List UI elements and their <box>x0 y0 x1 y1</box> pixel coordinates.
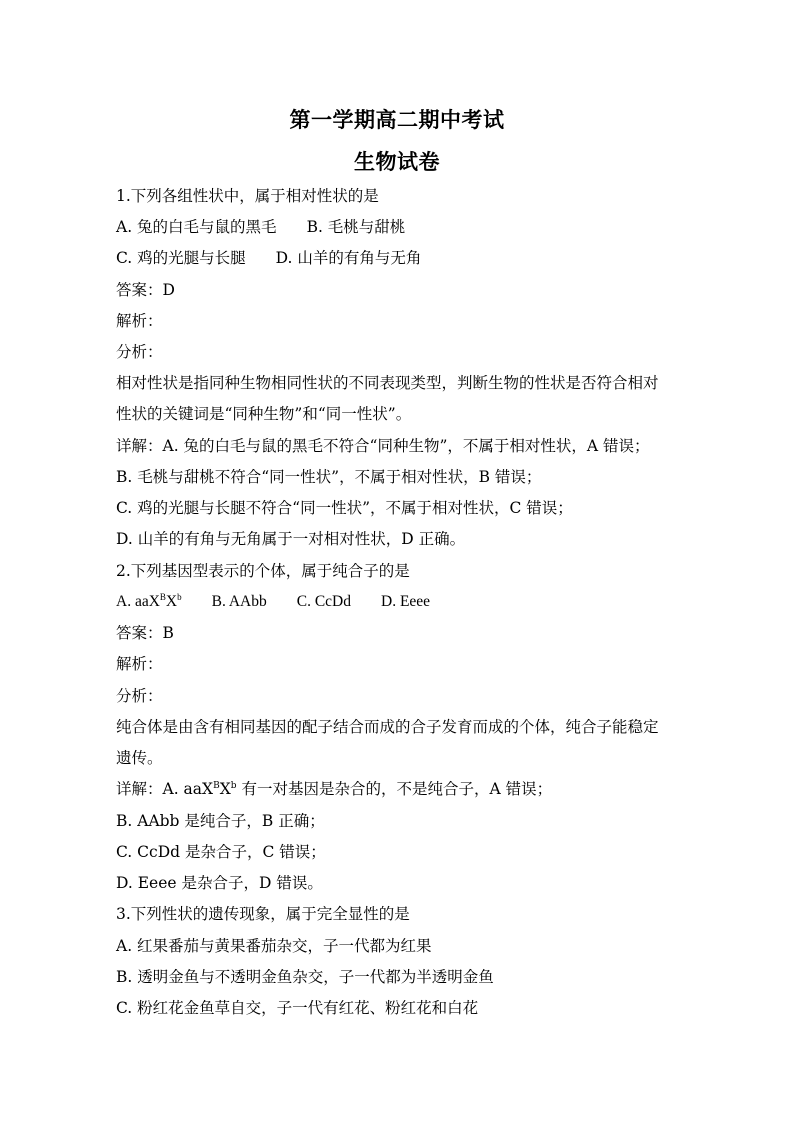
q1-detail-line4: D. 山羊的有角与无角属于一对相对性状，D 正确。 <box>116 530 466 548</box>
q1-jiexi-label: 解析： <box>116 312 163 330</box>
q1-option-c: C. 鸡的光腿与长腿 <box>116 249 246 267</box>
q2-option-c: C. CcDd <box>296 593 351 610</box>
q3-question: 3.下列性状的遗传现象，属于完全显性的是 <box>116 905 410 923</box>
q1-detail-line2: B. 毛桃与甜桃不符合“同一性状”，不属于相对性状，B 错误； <box>116 468 542 486</box>
q3-option-a: A. 红果番茄与黄果番茄杂交，子一代都为红果 <box>116 937 432 955</box>
q2-fenxi-label: 分析： <box>116 687 163 705</box>
q2-option-d: D. Eeee <box>381 593 431 610</box>
q2-answer: 答案：B <box>116 624 174 642</box>
q2-option-a <box>116 592 182 612</box>
q1-answer: 答案：D <box>116 281 175 299</box>
q1-option-a: A. 兔的白毛与鼠的黑毛 <box>116 218 277 236</box>
q2-option-a-mid: X <box>165 593 178 610</box>
exam-title: 第一学期高二期中考试 <box>289 107 505 132</box>
q2-detail1-sup1: B <box>213 781 220 791</box>
q1-option-b: B. 毛桃与甜桃 <box>306 218 406 236</box>
q2-jiexi-label: 解析： <box>116 655 163 673</box>
q1-analysis-line2: 性状的关键词是“同种生物”和“同一性状”。 <box>116 405 412 423</box>
q2-detail1-suffix: 有一对基因是杂合的，不是纯合子，A 错误； <box>236 780 553 798</box>
q2-options-row <box>116 592 696 612</box>
q2-detail-line3: C. CcDd 是杂合子，C 错误； <box>116 843 326 861</box>
q1-options-row2 <box>116 248 696 268</box>
q2-option-b: B. AAbb <box>211 593 267 610</box>
q2-detail-line1 <box>116 779 696 799</box>
q2-option-a-sup1: B <box>159 592 166 602</box>
q2-detail-line4: D. Eeee 是杂合子，D 错误。 <box>116 874 323 892</box>
q1-fenxi-label: 分析： <box>116 343 163 361</box>
exam-subtitle: 生物试卷 <box>354 149 440 174</box>
q1-option-d: D. 山羊的有角与无角 <box>275 249 422 267</box>
q1-detail-line3: C. 鸡的光腿与长腿不符合“同一性状”，不属于相对性状，C 错误； <box>116 499 573 517</box>
q2-option-a-sup2: b <box>177 592 182 602</box>
q3-option-b: B. 透明金鱼与不透明金鱼杂交，子一代都为半透明金鱼 <box>116 968 494 986</box>
q1-options-row1 <box>116 217 696 237</box>
q2-detail1-prefix: 详解：A. aaX <box>116 780 214 798</box>
q2-question: 2.下列基因型表示的个体，属于纯合子的是 <box>116 562 410 580</box>
q3-option-c: C. 粉红花金鱼草自交，子一代有红花、粉红花和白花 <box>116 999 479 1017</box>
q2-analysis-line2: 遗传。 <box>116 749 163 767</box>
q2-detail1-sup2: b <box>230 781 237 791</box>
q1-detail-line1: 详解：A. 兔的白毛与鼠的黑毛不符合“同种生物”，不属于相对性状，A 错误； <box>116 437 650 455</box>
q2-detail1-mid: X <box>219 780 231 798</box>
q2-analysis-line1: 纯合体是由含有相同基因的配子结合而成的合子发育而成的个体，纯合子能稳定 <box>116 718 659 736</box>
q2-detail-line2: B. AAbb 是纯合子，B 正确； <box>116 812 325 830</box>
q1-question: 1.下列各组性状中，属于相对性状的是 <box>116 187 379 205</box>
q1-analysis-line1: 相对性状是指同种生物相同性状的不同表现类型，判断生物的性状是否符合相对 <box>116 374 659 392</box>
q2-option-a-prefix: A. aaX <box>116 593 160 610</box>
